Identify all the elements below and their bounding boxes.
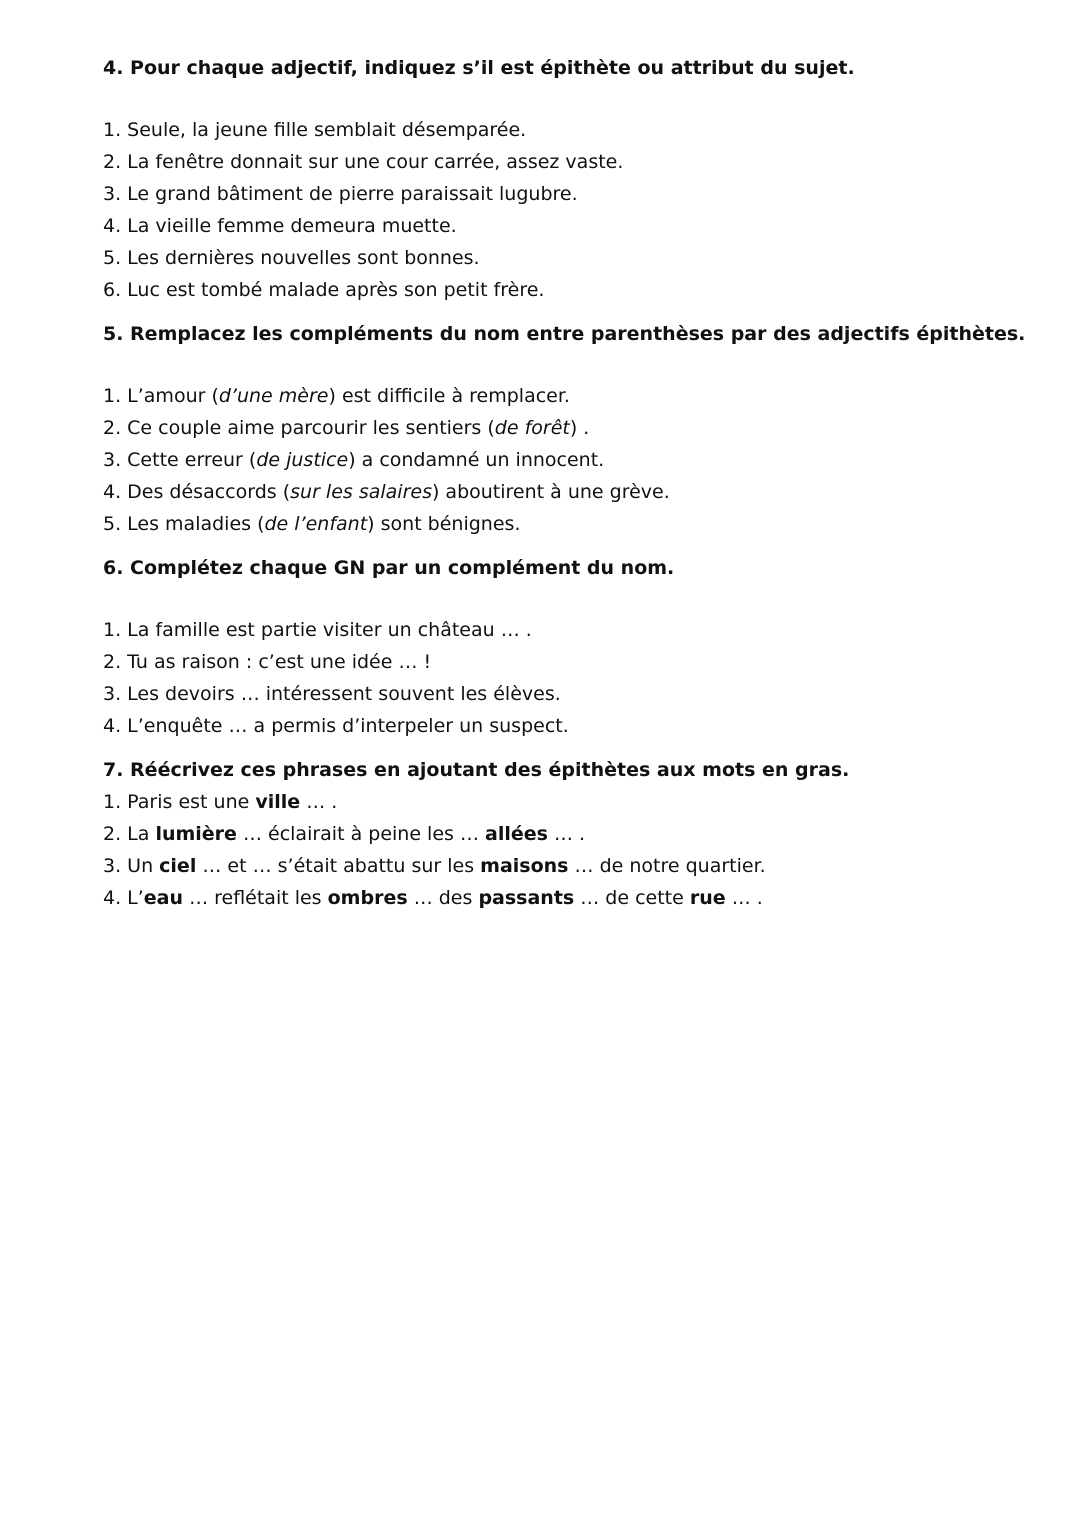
item-text: 3. Le grand bâtiment de pierre paraissait lugubre.	[103, 183, 578, 205]
italic-complement: sur les salaires	[290, 481, 432, 503]
item-text: 5. Les dernières nouvelles sont bonnes.	[103, 247, 480, 269]
item-text: 3. Cette erreur (	[103, 449, 257, 471]
exercise-4	[103, 52, 1003, 306]
exercise-item	[103, 646, 1003, 678]
bold-word: rue	[689, 887, 726, 909]
item-text: … .	[725, 887, 763, 909]
item-text: ) aboutirent à une grève.	[431, 481, 670, 503]
item-text: 2. Ce couple aime parcourir les sentiers (	[103, 417, 495, 439]
item-text: 5. Les maladies (	[103, 513, 265, 535]
exercise-item	[103, 786, 1003, 818]
bold-word: ville	[255, 791, 301, 813]
exercise-item	[103, 242, 1003, 274]
item-text: ) a condamné un innocent.	[348, 449, 605, 471]
exercise-item	[103, 850, 1003, 882]
italic-complement: de justice	[256, 449, 349, 471]
italic-complement: de l’enfant	[264, 513, 368, 535]
item-text: … .	[547, 823, 586, 845]
exercise-item	[103, 178, 1003, 210]
worksheet-page	[103, 52, 1026, 914]
item-text: … de cette	[574, 887, 690, 909]
exercise-5	[103, 318, 1026, 540]
exercise-item	[103, 380, 1003, 412]
exercise-item	[103, 210, 1003, 242]
exercise-item	[103, 114, 1003, 146]
item-text: 4. L’enquête … a permis d’interpeler un suspect.	[103, 715, 569, 737]
item-text: … éclairait à peine les …	[236, 823, 486, 845]
item-text: … reflétait les	[183, 887, 328, 909]
exercise-item	[103, 508, 1003, 540]
exercise-7	[103, 754, 1003, 914]
exercise-item	[103, 818, 1003, 850]
exercise-heading: 6. Complétez chaque GN par un complément du nom.	[103, 557, 675, 579]
item-text: … et … s’était abattu sur les	[196, 855, 481, 877]
bold-word: eau	[143, 887, 184, 909]
item-text: … de notre quartier.	[568, 855, 766, 877]
exercise-heading: 5. Remplacez les compléments du nom entre parenthèses par des adjectifs épithètes.	[103, 323, 1026, 345]
exercise-item	[103, 412, 1003, 444]
exercise-item	[103, 444, 1003, 476]
item-text: ) est difficile à remplacer.	[328, 385, 570, 407]
item-text: 2. La	[103, 823, 156, 845]
exercise-item	[103, 678, 1003, 710]
item-text: 3. Un	[103, 855, 160, 877]
item-text: 1. La famille est partie visiter un château … .	[103, 619, 532, 641]
exercise-heading: 4. Pour chaque adjectif, indiquez s’il est épithète ou attribut du sujet.	[103, 57, 855, 79]
exercise-item	[103, 476, 1003, 508]
bold-word: allées	[485, 823, 548, 845]
item-text: ) sont bénignes.	[367, 513, 521, 535]
exercise-heading: 7. Réécrivez ces phrases en ajoutant des épithètes aux mots en gras.	[103, 759, 850, 781]
item-text: 4. La vieille femme demeura muette.	[103, 215, 457, 237]
item-text: 4. L’	[103, 887, 144, 909]
item-text: … .	[300, 791, 338, 813]
italic-complement: de forêt	[494, 417, 570, 439]
exercise-item	[103, 146, 1003, 178]
item-text: 1. Seule, la jeune fille semblait désemparée.	[103, 119, 527, 141]
item-text: ) .	[569, 417, 590, 439]
exercise-item	[103, 882, 1003, 914]
bold-word: passants	[478, 887, 575, 909]
bold-word: lumière	[155, 823, 237, 845]
exercise-item	[103, 274, 1003, 306]
bold-word: maisons	[480, 855, 569, 877]
item-text: 1. L’amour (	[103, 385, 219, 407]
item-text: 6. Luc est tombé malade après son petit frère.	[103, 279, 545, 301]
bold-word: ciel	[159, 855, 197, 877]
item-text: 1. Paris est une	[103, 791, 256, 813]
item-text: 4. Des désaccords (	[103, 481, 291, 503]
exercise-item	[103, 614, 1003, 646]
bold-word: ombres	[327, 887, 408, 909]
item-text: 2. La fenêtre donnait sur une cour carrée, assez vaste.	[103, 151, 624, 173]
item-text: … des	[407, 887, 479, 909]
italic-complement: d’une mère	[218, 385, 329, 407]
exercise-item	[103, 710, 1003, 742]
item-text: 2. Tu as raison : c’est une idée … !	[103, 651, 432, 673]
exercise-6	[103, 552, 1003, 742]
item-text: 3. Les devoirs … intéressent souvent les élèves.	[103, 683, 561, 705]
